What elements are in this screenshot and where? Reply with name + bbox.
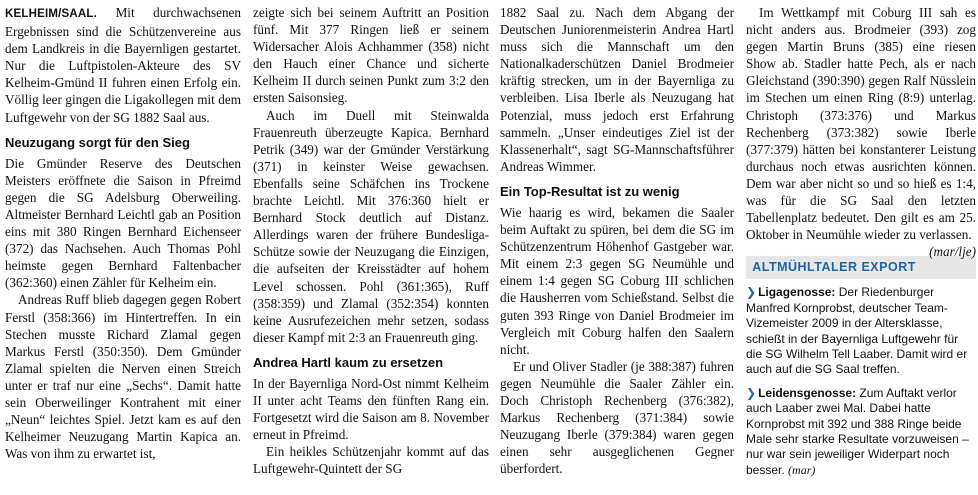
subheading-hartl: Andrea Hartl kaum zu ersetzen — [253, 354, 444, 370]
dateline: KELHEIM/SAAL. — [5, 8, 98, 20]
article-column-3 — [500, 4, 734, 477]
subheading-top-resultat: Ein Top-Resultat ist zu wenig — [500, 183, 680, 199]
paragraph: 1882 Saal zu. Nach dem Abgang der Deutschen Juniorenmeisterin Andrea Hartl muss sich die Mannschaft um den Nationalkaderschützen Daniel Brodmeier kräftig strecken, um in der Bayernliga zu verbleiben. Lisa Iberle als Neuzugang hat Potenzial, muss jedoch erst Erfahrung sammeln. „Unser eindeutiges Ziel ist der Klassenerhalt“, sagt SG-Mannschaftsführer Andreas Wimmer. — [500, 5, 734, 174]
info-item — [746, 386, 976, 478]
info-item-lead: Leidensgenosse: — [758, 385, 857, 400]
paragraph: Ein heikles Schützenjahr kommt auf das Luftgewehr-Quintett der SG — [253, 444, 489, 477]
article-column-2 — [253, 4, 489, 477]
info-box — [746, 256, 976, 478]
paragraph: Die Gmünder Reserve des Deutschen Meisters eröffnete die Saison in Pfreimd gegen die SG Adelsburg Oberweiling. Altmeister Bernhard Leichtl gab an Position eins mit 380 Ringen Bernhard Eichenseer (372) das Nachsehen. Auch Thomas Pohl heimste gegen Bernhard Faltenbacher (362:360) einen Zähler für Kelheim ein. — [5, 155, 241, 291]
paragraph: In der Bayernliga Nord-Ost nimmt Kelheim II unter acht Teams den fünften Rang ein. Fortgesetzt wird die Saison am 8. November erneut in Pfreimd. — [253, 375, 489, 443]
closing-text: Im Wettkampf mit Coburg III sah es nicht anders aus. Brodmeier (393) zog gegen Martin Bruns (385) eine riesen Show ab. Stadler hatte Pech, als er nach Gleichstand (390:390) gegen Ralf Nüsslein im Stechen um einen Ring (8:9) unterlag. Christoph (373:376) und Markus Rechenberg (373:382) sowie Iberle (377:379) hätten bei konstanterer Leistung durchaus noch etwas ausrichten können. Dem war aber nicht so und so hieß es 1:4, was für die SG Saal den letzten Tabellenplatz bedeutet. Den gilt es am 25. Oktober in Neumühle wieder zu verlassen. — [746, 5, 976, 243]
article-column-1 — [5, 4, 241, 462]
article-column-4 — [746, 4, 976, 486]
lead-paragraph — [5, 4, 241, 126]
paragraph: zeigte sich bei seinem Auftritt an Position fünf. Mit 377 Ringen ließ er seinem Widersacher Alois Achhammer (358) nicht den Hauch einer Chance und sicherte Kelheim II durch seinen Punkt zum 3:2 den ersten Saisonsieg. — [253, 5, 489, 106]
info-item — [746, 285, 976, 377]
paragraph: Auch im Duell mit Steinwalda Frauenreuth überzeugte Kapica. Bernhard Petrik (349) war der Gmünder Verstärkung (371) in keinster Weise gewachsen. Ebenfalls seine Schäfchen ins Trockene brachte Leichtl. Mit 376:360 hielt er Bernhard Stock deutlich auf Distanz. Allerdings waren der frühere Bundesliga-Schütze sowie der Neuzugang die Einzigen, die aufseiten der Kreisstädter auf hohem Level schossen. Pohl (361:365), Ruff (358:359) und Zlamal (352:354) konnten keine Ausrufezeichen mehr setzen, sodass dieser Kampf mit 2:3 an Frauenreuth ging. — [253, 107, 489, 345]
info-item-lead: Ligagenosse: — [758, 285, 836, 300]
lead-text: Mit durchwachsenen Ergebnissen sind die Schützenvereine aus dem Landkreis in die Bayernligen gestartet. Nur die Luftpistolen-Akteure des SV Kelheim-Gmünd II fuhren einen Erfolg ein. Völlig leer gingen die Ligakollegen mit dem Luftgewehr von der SG 1882 Saal aus. — [5, 5, 241, 125]
chevron-right-icon: ❯ — [746, 285, 757, 300]
paragraph: Andreas Ruff blieb dagegen gegen Robert Ferstl (358:366) im Hintertreffen. In ein Stechen musste Richard Zlamal gegen Markus Ferstl (350:350). Dem Gmünder Zlamal spielten die Nerven einen Streich unter er traf nur eine „Sechs“. Damit hatte sein Oberweilinger Kontrahent mit einer „Neun“ leichtes Spiel. Jetzt kam es auf den Kelheimer Neuzugang Martin Kapica an. Was von ihm zu erwartet ist, — [5, 292, 241, 462]
author-signature: (mar/lje) — [929, 244, 976, 260]
info-box-title: ALTMÜHLTALER EXPORT — [746, 256, 976, 279]
paragraph — [746, 4, 976, 260]
subheading-neuzugang: Neuzugang sorgt für den Sieg — [5, 134, 190, 150]
paragraph: Er und Oliver Stadler (je 388:387) fuhren gegen Neumühle die Saaler Zähler ein. Doch Christoph Rechenberg (376:382), Markus Rechenberg (371:384) sowie Neuzugang Iberle (379:384) waren gegen einen sehr ausgeglichenen Gegner überfordert. — [500, 358, 734, 477]
info-item-byline: (mar) — [788, 462, 816, 477]
info-item-text: Der Riedenburger Manfred Kornprobst, deutscher Team-Vizemeister 2009 in der Altersklasse, schießt in der Bayernliga Luftgewehr für die SG Wilhelm Tell Laaber. Damit wird er auch auf die SG Saal treffen. — [746, 285, 968, 377]
chevron-right-icon: ❯ — [746, 385, 757, 400]
info-item-text: Zum Auftakt verlor auch Laaber zwei Mal. Dabei hatte Kornprobst mit 392 und 388 Ringe beide Male sehr starke Resultate vorzuweisen – nur war sein jeweiliger Widerpart noch besser. — [746, 385, 969, 477]
paragraph: Wie haarig es wird, bekamen die Saaler beim Auftakt zu spüren, bei dem die SG im Schützenzentrum Höhenhof Gastgeber war. Mit einem 2:3 gegen SG Neumühle und einem 1:4 gegen SG Coburg III schlichen die Hausherren vom Schießstand. Selbst die guten 393 Ringe von Daniel Brodmeier im Vergleich mit Coburg halfen den Saalern nicht. — [500, 204, 734, 357]
